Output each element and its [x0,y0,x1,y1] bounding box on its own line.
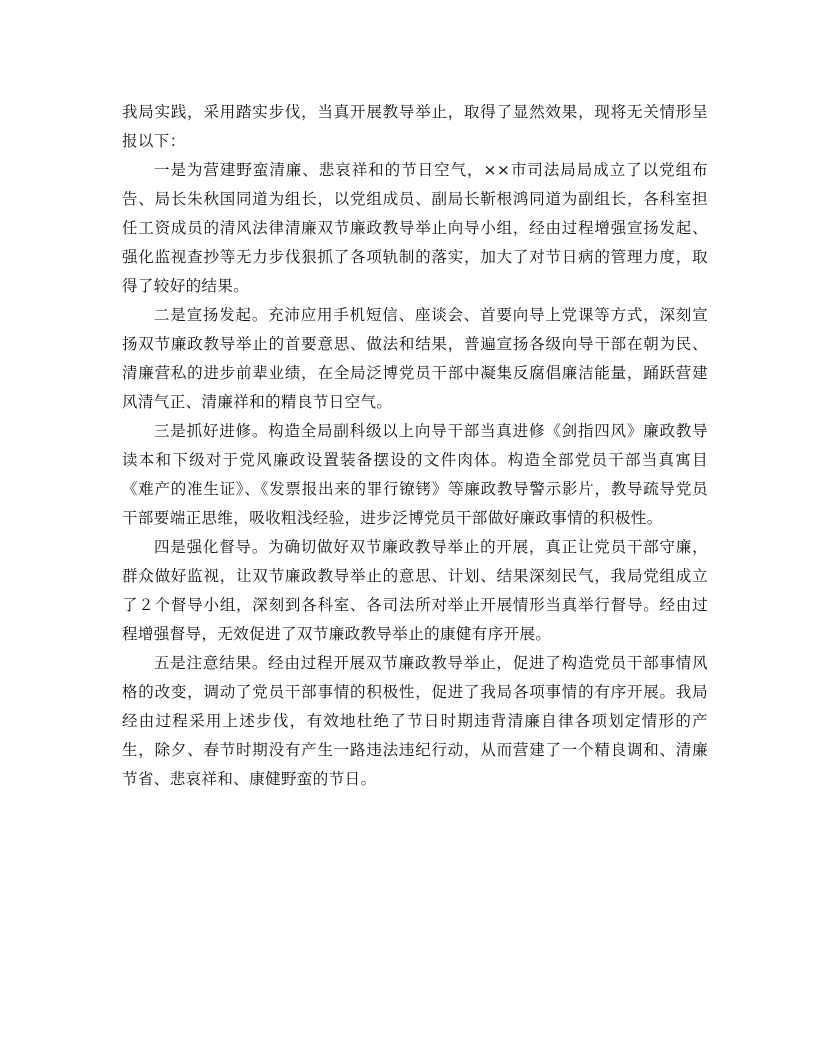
paragraph-point-5: 五是注意结果。经由过程开展双节廉政教导举止，促进了构造党员干部事情风格的改变，调动了党员干部事情的积极性，促进了我局各项事情的有序开展。我局经由过程采用上述步伐，有效地杜绝了节日时期违背清廉自律各项划定情形的产生，除夕、春节时期没有产生一路违法违纪行动，从而营建了一个精良调和、清廉节省、悲哀祥和、康健野蛮的节日。 [122,654,708,788]
paragraph-point-4: 四是强化督导。为确切做好双节廉政教导举止的开展，真正让党员干部守廉，群众做好监视，让双节廉政教导举止的意思、计划、结果深刻民气，我局党组成立了２个督导小组，深刻到各科室、各司法所对举止开展情形当真举行督导。经由过程增强督导，无效促进了双节廉政教导举止的康健有序开展。 [122,538,708,643]
paragraph-point-2: 二是宣扬发起。充沛应用手机短信、座谈会、首要向导上党课等方式，深刻宣扬双节廉政教导举止的首要意思、做法和结果，普遍宣扬各级向导干部在朝为民、清廉营私的进步前辈业绩，在全局泛博党员干部中凝集反腐倡廉洁能量，踊跃营建风清气正、清廉祥和的精良节日空气。 [122,306,708,411]
paragraph-point-1: 一是为营建野蛮清廉、悲哀祥和的节日空气，××市司法局局成立了以党组布告、局长朱秋国同道为组长，以党组成员、副局长靳根鸿同道为副组长，各科室担任工资成员的清风法律清廉双节廉政教导举止向导小组，经由过程增强宣扬发起、强化监视查抄等无力步伐狠抓了各项轨制的落实，加大了对节日病的管理力度，取得了较好的结果。 [122,161,708,295]
paragraph-point-3: 三是抓好进修。构造全局副科级以上向导干部当真进修《剑指四风》廉政教导读本和下级对于党风廉政设置装备摆设的文件肉体。构造全部党员干部当真寓目《难产的准生证》、《发票报出来的罪行镣铐》等廉政教导警示影片，教导疏导党员干部要端正思维，吸收粗浅经验，进步泛博党员干部做好廉政事情的积极性。 [122,422,708,527]
document-body [122,98,708,794]
paragraph-intro: 我局实践，采用踏实步伐，当真开展教导举止，取得了显然效果，现将无关情形呈报以下： [122,103,708,150]
